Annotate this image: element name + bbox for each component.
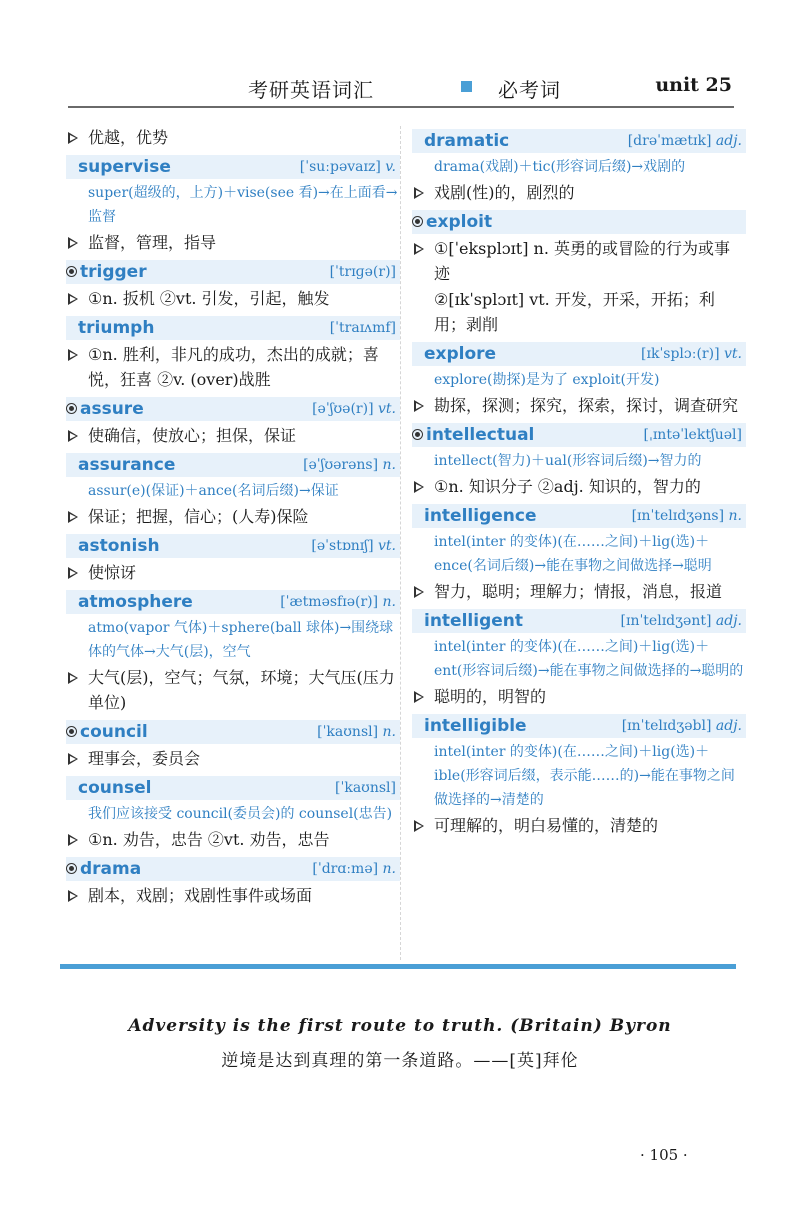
part-of-speech: vt. [378,538,396,554]
phonetic: [ˈkaʊnsl] [317,724,379,740]
part-of-speech: vt. [724,346,742,362]
triangle-bullet-icon [68,349,78,361]
key-word-marker-icon [66,403,77,414]
etymology-note: drama(戏剧)＋tic(形容词后缀)→戏剧的 [434,159,686,175]
definition [412,180,746,205]
headword-group [78,778,151,798]
definition-text: ①n. 扳机 ②vt. 引发，引起，触发 [88,289,330,308]
key-word-marker-icon [66,726,77,737]
etymology-note: atmo(vapor 气体)＋sphere(ball 球体)→围绕球体的气体→大气(层)，空气 [88,620,394,660]
triangle-bullet-icon [414,187,424,199]
definition-text: 可理解的，明白易懂的，清楚的 [434,816,659,835]
phonetic: [əˈʃʊə(r)] [312,401,374,417]
triangle-bullet-icon [414,586,424,598]
definition [66,504,400,529]
page-header [68,66,734,108]
headword-group [424,344,496,364]
triangle-bullet-icon [68,430,78,442]
triangle-bullet-icon [68,567,78,579]
phonetic: [ɪnˈtelɪdʒəbl] [621,718,712,734]
pronunciation-group [628,133,742,149]
phonetic: [ˌɪntəˈlektʃuəl] [643,427,742,443]
headword-bar [66,316,400,340]
book-title: 考研英语词汇 [248,78,374,102]
vocab-entry [412,609,746,709]
headword-group [78,157,171,177]
pronunciation-group [622,718,742,734]
definition [66,665,400,715]
pronunciation-group [303,457,396,473]
definition-text: 理事会，委员会 [88,749,201,768]
vocab-entry [66,776,400,852]
quote-chinese: 逆境是达到真理的第一条道路。——[英]拜伦 [221,1051,579,1071]
part-of-speech: adj. [715,613,742,629]
headword-bar [66,857,400,881]
phonetic: [ɪnˈtelɪdʒəns] [631,508,725,524]
headword: exploit [426,212,493,232]
pronunciation-group [641,346,742,362]
triangle-bullet-icon [414,400,424,412]
vocab-entry [66,720,400,771]
triangle-bullet-icon [68,132,78,144]
headword: trigger [80,262,147,282]
headword-group [66,399,144,419]
etymology-note: explore(勘探)是为了 exploit(开发) [434,372,660,388]
triangle-bullet-icon [68,511,78,523]
headword-bar [412,609,746,633]
definition [412,684,746,709]
triangle-bullet-icon [414,820,424,832]
part-of-speech: n. [382,594,396,610]
headword: intelligent [424,611,523,631]
definition [412,287,746,337]
triangle-bullet-icon [414,243,424,255]
triangle-bullet-icon [68,753,78,765]
headword-group [424,506,536,526]
page-number: · 105 · [640,1146,688,1164]
vocab-entry [412,210,746,337]
part-of-speech: vt. [378,401,396,417]
right-column [412,124,746,839]
pronunciation-group [632,508,742,524]
definition-text: 聪明的，明智的 [434,687,547,706]
phonetic: [ɪnˈtelɪdʒənt] [620,613,712,629]
headword-bar [412,129,746,153]
headword-bar [412,423,746,447]
definition-text: ①n. 胜利，非凡的成功，杰出的成就；喜悦，狂喜 ②v. (over)战胜 [88,345,379,389]
headword: council [80,722,148,742]
triangle-bullet-icon [68,834,78,846]
part-of-speech: adj. [715,718,742,734]
pronunciation-group [335,780,396,796]
phonetic: [ˈtrɪɡə(r)] [329,264,396,280]
definition [66,883,400,908]
headword-bar [66,155,400,179]
section-subtitle: 必考词 [498,78,561,102]
headword: triumph [78,318,155,338]
pronunciation-group [300,159,396,175]
definition [66,125,400,150]
vocab-entry [66,453,400,529]
definition-text: ①[ˈeksplɔɪt] n. 英勇的或冒险的行为或事迹 [434,239,731,283]
triangle-bullet-icon [68,672,78,684]
square-bullet-icon [461,81,472,92]
definition [412,236,746,286]
definition-text: 使确信，使放心；担保，保证 [88,426,297,445]
definition-text: 保证；把握，信心；(人寿)保险 [88,507,309,526]
etymology-note: intel(inter 的变体)(在……之间)＋lig(选)＋ible(形容词后缀，表示能……的)→能在事物之间做选择的→清楚的 [434,744,735,808]
etymology-note: 我们应该接受 council(委员会)的 counsel(忠告) [88,806,393,822]
part-of-speech: n. [382,457,396,473]
quote-english: Adversity is the first route to truth. (Britain) Byron [128,1016,672,1036]
pronunciation-group [644,427,742,443]
phonetic: [ˈdrɑːmə] [312,861,379,877]
part-of-speech: n. [728,508,742,524]
phonetic: [əˈʃʊərəns] [303,457,379,473]
key-word-marker-icon [66,863,77,874]
headword-bar [412,504,746,528]
headword-group [424,716,527,736]
triangle-bullet-icon [414,481,424,493]
headword: intellectual [426,425,535,445]
headword-group [66,262,147,282]
definition-text: 优越，优势 [88,128,169,147]
headword-group [66,859,141,879]
definition [66,746,400,771]
definition [66,342,400,392]
headword-bar [66,397,400,421]
column-divider [400,126,401,960]
phonetic: [ɪkˈsplɔː(r)] [641,346,720,362]
etymology-note: super(超级的，上方)＋vise(see 看)→在上面看→监督 [88,185,398,225]
headword: intelligible [424,716,527,736]
headword: astonish [78,536,160,556]
headword: explore [424,344,497,364]
definition [66,560,400,585]
pronunciation-group [280,594,396,610]
vocab-entry [412,129,746,205]
headword-bar [66,453,400,477]
definition-text: 智力，聪明；理解力；情报，消息，报道 [434,582,723,601]
bottom-rule [60,964,736,969]
vocab-entry [66,590,400,715]
headword-group [78,318,154,338]
headword: supervise [78,157,171,177]
vocab-entry [66,857,400,908]
headword: assurance [78,455,176,475]
pronunciation-group [330,264,396,280]
headword: assure [80,399,144,419]
headword-group [78,536,160,556]
phonetic: [ˈætməsfɪə(r)] [280,594,379,610]
key-word-marker-icon [412,216,423,227]
definition-text: 使惊讶 [88,563,137,582]
definition-text: ①n. 劝告，忠告 ②vt. 劝告，忠告 [88,830,330,849]
headword-group [412,212,492,232]
etymology-note: intel(inter 的变体)(在……之间)＋lig(选)＋ent(形容词后缀)→能在事物之间做选择的→聪明的 [434,639,744,679]
part-of-speech: v. [385,159,396,175]
triangle-bullet-icon [68,890,78,902]
headword: drama [80,859,142,879]
vocab-entry [66,125,400,150]
phonetic: [ˈsuːpəvaɪz] [299,159,381,175]
definition [66,827,400,852]
vocab-entry [66,397,400,448]
pronunciation-group [311,538,396,554]
part-of-speech: adj. [715,133,742,149]
headword-bar [66,590,400,614]
vocab-entry [412,504,746,604]
triangle-bullet-icon [68,293,78,305]
vocab-entry [66,155,400,255]
unit-label: unit 25 [655,74,732,96]
etymology-note: assur(e)(保证)＋ance(名词后缀)→保证 [88,483,339,499]
headword-bar [66,534,400,558]
phonetic: [əˈstɒnɪʃ] [311,538,374,554]
triangle-bullet-icon [414,691,424,703]
pronunciation-group [312,401,396,417]
headword-group [78,592,193,612]
left-column [66,124,400,909]
headword: atmosphere [78,592,193,612]
part-of-speech: n. [382,861,396,877]
definition [412,813,746,838]
phonetic: [ˈkaʊnsl] [335,780,396,796]
vocab-entry [66,316,400,392]
definition-text: ②[ɪkˈsplɔɪt] vt. 开发，开采，开拓；利用；剥削 [434,290,715,334]
definition-text: 剧本，戏剧；戏剧性事件或场面 [88,886,313,905]
definition [66,423,400,448]
phonetic: [ˈtraɪʌmf] [329,320,396,336]
definition [412,474,746,499]
headword-bar [66,260,400,284]
etymology-note: intel(inter 的变体)(在……之间)＋lig(选)＋ence(名词后缀)→能在事物之间做选择→聪明 [434,534,712,574]
pronunciation-group [317,724,396,740]
headword-bar [66,720,400,744]
headword-bar [66,776,400,800]
headword: dramatic [424,131,510,151]
vocab-entry [412,714,746,838]
headword: counsel [78,778,152,798]
phonetic: [drəˈmætɪk] [627,133,712,149]
part-of-speech: n. [382,724,396,740]
vocab-entry [66,534,400,585]
vocab-entry [412,423,746,499]
pronunciation-group [330,320,396,336]
headword-bar [412,210,746,234]
key-word-marker-icon [412,429,423,440]
definition [66,286,400,311]
headword-bar [412,342,746,366]
triangle-bullet-icon [68,237,78,249]
headword-bar [412,714,746,738]
pronunciation-group [621,613,743,629]
headword-group [78,455,175,475]
definition-text: 监督，管理，指导 [88,233,217,252]
definition [412,393,746,418]
definition [66,230,400,255]
key-word-marker-icon [66,266,77,277]
headword-group [424,611,523,631]
headword-group [66,722,148,742]
headword: intelligence [424,506,537,526]
pronunciation-group [312,861,396,877]
headword-group [412,425,534,445]
definition-text: 大气(层)，空气；气氛，环境；大气压(压力单位) [88,668,395,712]
definition-text: 勘探，探测；探究，探索，探讨，调查研究 [434,396,739,415]
headword-group [424,131,509,151]
vocab-entry [66,260,400,311]
definition [412,579,746,604]
etymology-note: intellect(智力)＋ual(形容词后缀)→智力的 [434,453,702,469]
definition-text: 戏剧(性)的，剧烈的 [434,183,575,202]
definition-text: ①n. 知识分子 ②adj. 知识的，智力的 [434,477,701,496]
vocab-entry [412,342,746,418]
